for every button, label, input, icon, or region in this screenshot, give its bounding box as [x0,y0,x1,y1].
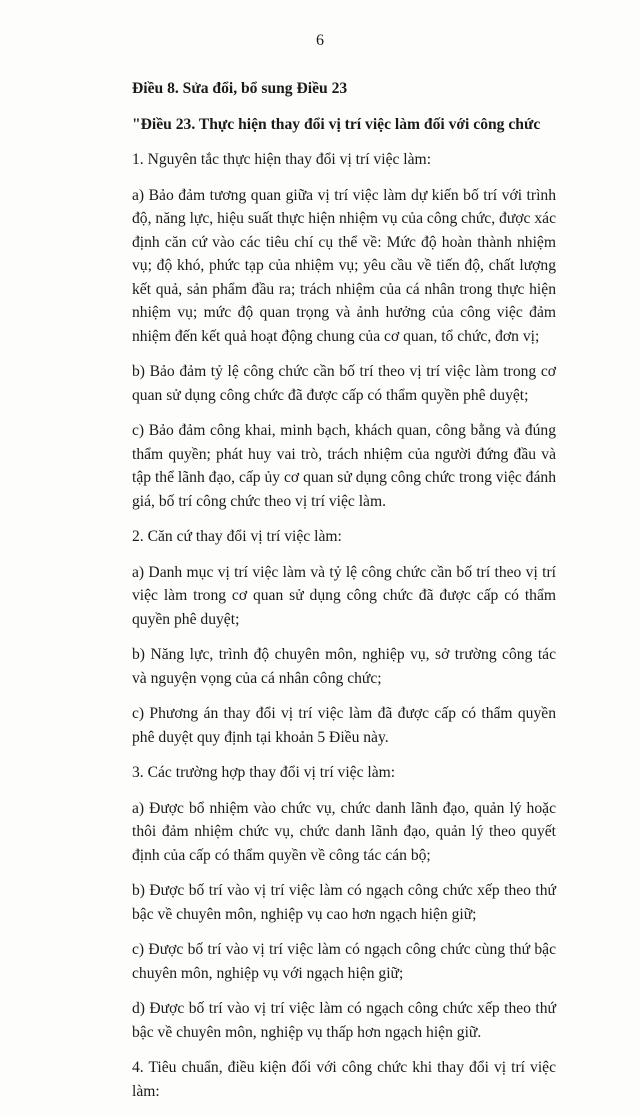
article-heading: Điều 8. Sửa đổi, bổ sung Điều 23 [132,80,348,97]
paragraph: a) Được bổ nhiệm vào chức vụ, chức danh lãnh đạo, quản lý hoặc thôi đảm nhiệm chức vụ, chức danh lãnh đạo, quản lý theo quyết định của cấp có thẩm quyền về công tác cán bộ; [132,799,556,864]
paragraph: a) Danh mục vị trí việc làm và tỷ lệ công chức cần bố trí theo vị trí việc làm trong cơ quan sử dụng công chức đã được cấp có thẩm quyền phê duyệt; [132,563,556,628]
paragraph: b) Năng lực, trình độ chuyên môn, nghiệp vụ, sở trường công tác và nguyện vọng của cá nhân công chức; [132,646,556,687]
paragraph: b) Bảo đảm tỷ lệ công chức cần bố trí theo vị trí việc làm trong cơ quan sử dụng công chức đã được cấp có thẩm quyền phê duyệt; [132,363,556,404]
paragraph: 1. Nguyên tắc thực hiện thay đổi vị trí việc làm: [132,151,432,168]
quoted-article-heading: "Điều 23. Thực hiện thay đổi vị trí việc làm đối với công chức [132,116,541,133]
paragraph: 2. Căn cứ thay đổi vị trí việc làm: [132,528,342,545]
paragraph: a) Bảo đảm tương quan giữa vị trí việc làm dự kiến bố trí với trình độ, năng lực, hiệu suất thực hiện nhiệm vụ của công chức, được xác định căn cứ vào các tiêu chí cụ thể về: Mức độ hoàn thành nhiệm vụ; độ khó, phức tạp của nhiệm vụ; yêu cầu về tiến độ, chất lượng kết quả, sản phẩm đầu ra; trách nhiệm của cá nhân trong thực hiện nhiệm vụ; mức độ quan trọng và ảnh hưởng của công việc đảm nhiệm đến kết quả hoạt động chung của cơ quan, tổ chức, đơn vị; [132,186,556,345]
paragraph: c) Phương án thay đổi vị trí việc làm đã được cấp có thẩm quyền phê duyệt quy định tại khoản 5 Điều này. [132,705,556,746]
paragraph: b) Được bố trí vào vị trí việc làm có ngạch công chức xếp theo thứ bậc về chuyên môn, nghiệp vụ cao hơn ngạch hiện giữ; [132,882,556,923]
paragraph: 4. Tiêu chuẩn, điều kiện đối với công chức khi thay đổi vị trí việc làm: [132,1059,556,1100]
paragraph: d) Được bố trí vào vị trí việc làm có ngạch công chức xếp theo thứ bậc về chuyên môn, nghiệp vụ thấp hơn ngạch hiện giữ. [132,1000,556,1041]
page-number: 6 [316,32,324,49]
paragraph: c) Bảo đảm công khai, minh bạch, khách quan, công bằng và đúng thẩm quyền; phát huy vai trò, trách nhiệm của người đứng đầu và tập thể lãnh đạo, cấp ủy cơ quan sử dụng công chức trong việc đánh giá, bố trí công chức theo vị trí việc làm. [132,422,556,510]
paragraph: 3. Các trường hợp thay đổi vị trí việc làm: [132,764,396,781]
document-body [132,78,556,1115]
paragraph: c) Được bố trí vào vị trí việc làm có ngạch công chức cùng thứ bậc chuyên môn, nghiệp vụ với ngạch hiện giữ; [132,941,556,982]
